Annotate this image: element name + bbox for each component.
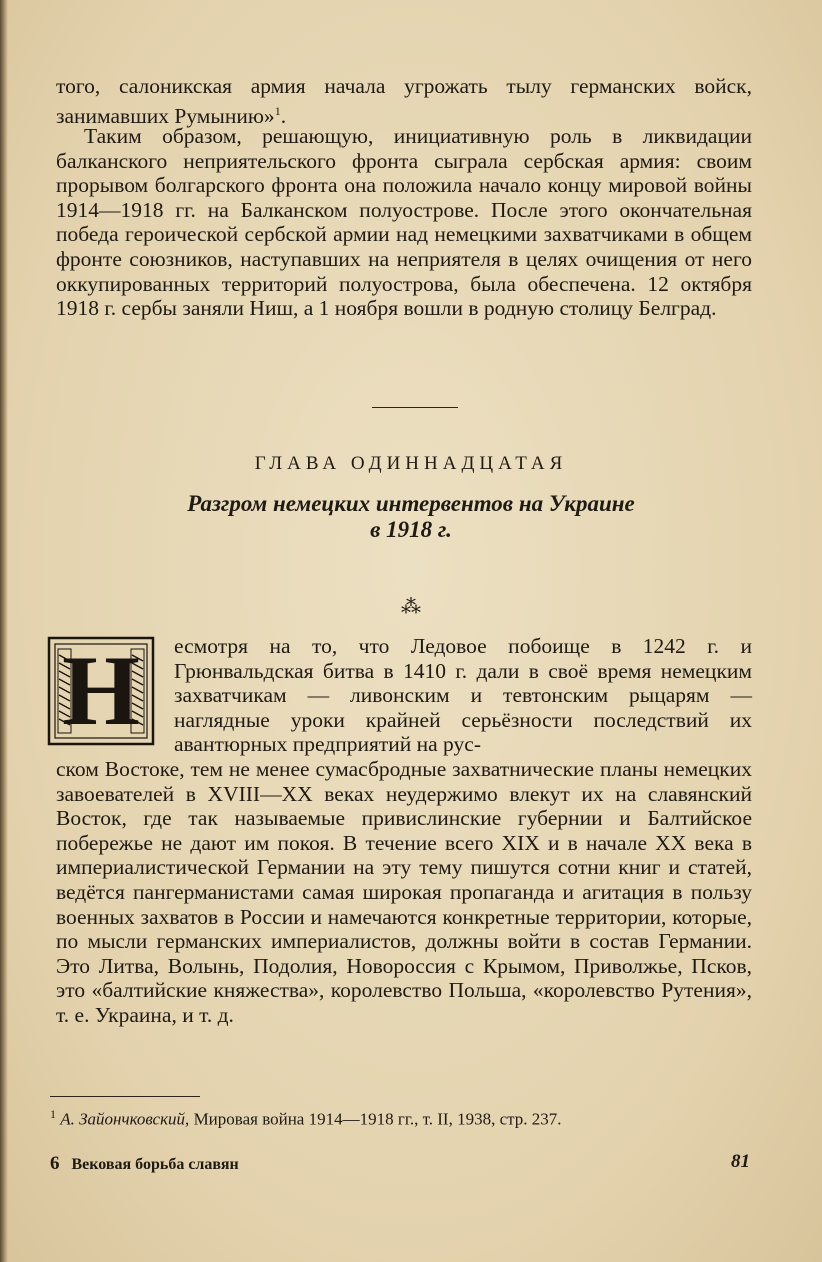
page-number: 81 (731, 1151, 750, 1172)
chapter-label: ГЛАВА ОДИННАДЦАТАЯ (254, 453, 568, 474)
footnote-marker: 1 (50, 1107, 56, 1121)
chapter-title (0, 491, 822, 543)
paragraph-text: того, салоникская армия начала угрожать тылу германских войск, занимавших Румынию» (56, 74, 752, 128)
footnote-divider (50, 1096, 200, 1097)
chapter-title-line2: в 1918 г. (370, 517, 452, 542)
footnote-ref: 1 (274, 103, 281, 118)
drop-cap (46, 635, 156, 747)
page-spine-shadow (0, 0, 8, 1262)
paragraph-lead: есмотря на то, что Ледовое побоище в 1242 г. и Грюнвальдская битва в 1410 г. дали в своё время немецким захватчикам — ливонским и тевтонским рыцарям — наглядные уроки крайней серьёзности последствий их авантюрных предприятий на рус- (174, 634, 752, 757)
paragraph-end: . (280, 103, 287, 128)
asterism-ornament: ⁂ (401, 596, 421, 618)
signature-number: 6 (50, 1153, 60, 1174)
paragraph-serbian-army: Таким образом, решающую, инициативную роль в ликвидации балканского неприятельского фронта сыграла сербская армия: своим прорывом болгарского фронта она положила начало концу мировой войны 1914—1918 гг. на Балканском полуострове. После этого окончательная победа героической сербской армии над немецкими захватчиками в общем фронте союзников, наступавших на неприятеля в целях очищения от него оккупированных территорий полуострова, была обеспечена. 12 октября 1918 г. сербы заняли Ниш, а 1 ноября вошли в родную столицу Белград. (56, 124, 752, 321)
book-title: Вековая борьба славян (71, 1156, 239, 1173)
paragraph-german-plans: ском Востоке, тем не менее сумасбродные захватнические планы немецких завоевателей в XVIII—XX веках неудержимо влекут их на славянский Восток, где так называемые привислинские губернии и Балтийское побережье не дают им покоя. В течение всего XIX и в начале XX века в империалистической Германии на эту тему пишутся сотни книг и статей, ведётся пангерманистами самая широкая пропаганда и агитация в пользу военных захватов в России и намечаются конкретные территории, которые, по мысли германских империалистов, должны войти в состав Германии. Это Литва, Волынь, Подолия, Новороссия с Крымом, Приволжье, Псков, это «балтийские княжества», королевство Польша, «королевство Рутения», т. е. Украина, и т. д. (56, 757, 752, 1027)
page-footer-signature (50, 1153, 239, 1175)
footnote-text: Мировая война 1914—1918 гг., т. II, 1938, стр. 237. (193, 1109, 562, 1129)
drop-cap-letter: Н (62, 635, 140, 746)
chapter-title-line1: Разгром немецких интервентов на Украине (187, 491, 635, 516)
footnote (50, 1104, 750, 1130)
footnote-author: А. Зайончковский, (60, 1109, 190, 1129)
section-divider (372, 407, 458, 408)
paragraph-continuation (56, 74, 752, 128)
